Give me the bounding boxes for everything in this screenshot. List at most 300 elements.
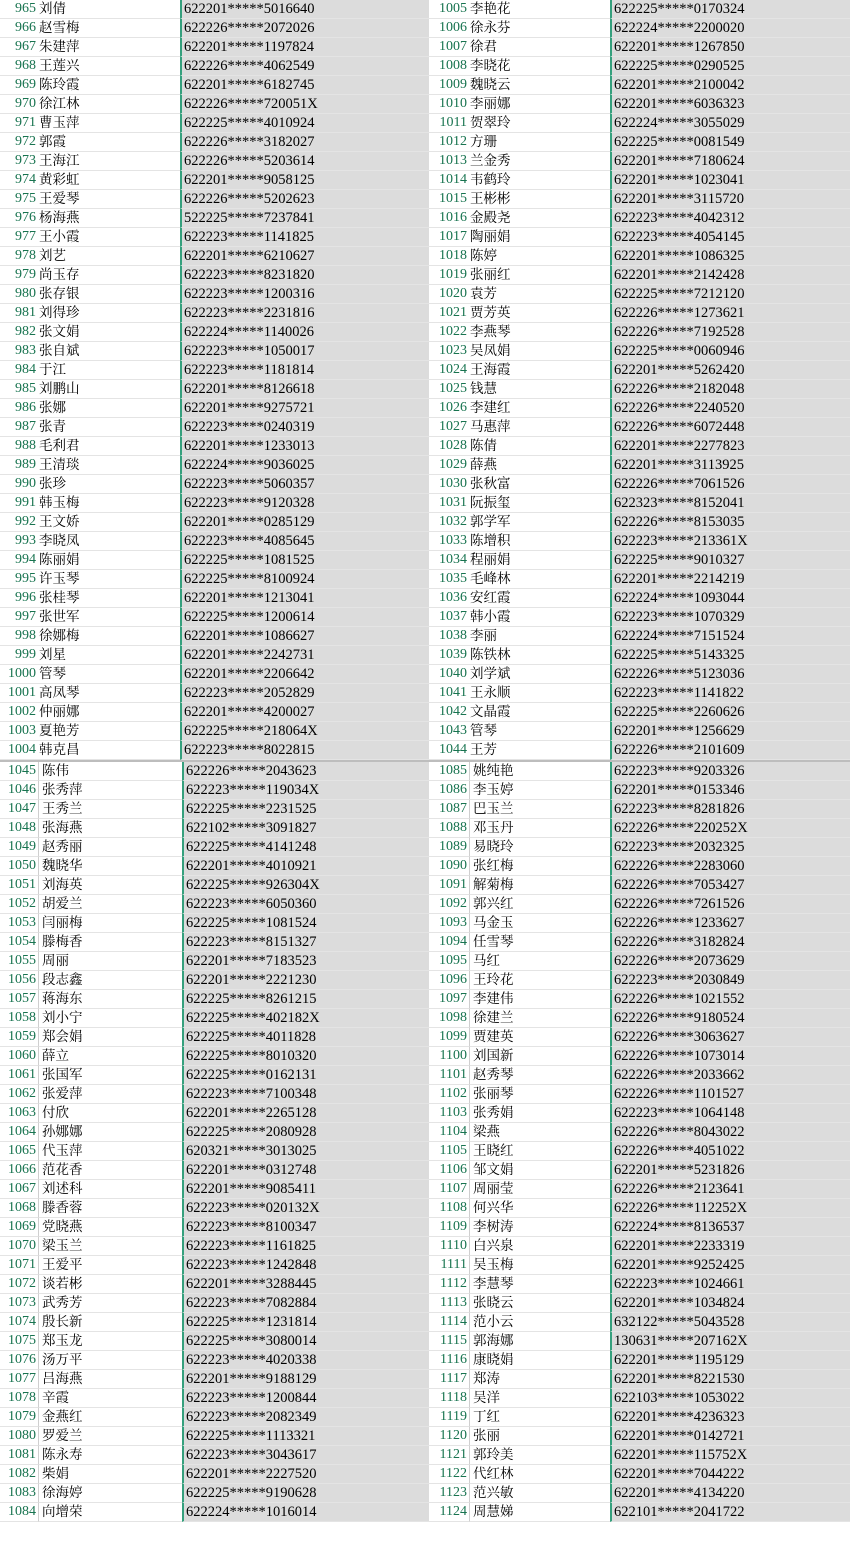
person-name-cell[interactable]: 仲丽娜 xyxy=(36,703,183,722)
person-name-cell[interactable]: 徐永芬 xyxy=(467,19,613,38)
row-number-cell[interactable]: 1107 xyxy=(427,1180,469,1199)
person-name-cell[interactable]: 巴玉兰 xyxy=(469,800,614,819)
person-name-cell[interactable]: 张丽红 xyxy=(467,266,613,285)
person-name-cell[interactable]: 夏艳芳 xyxy=(36,722,183,741)
person-name-cell[interactable]: 阮振玺 xyxy=(467,494,613,513)
id-number-cell[interactable]: 622201*****7180624 xyxy=(610,152,850,171)
id-number-cell[interactable]: 622225*****2080928 xyxy=(182,1123,429,1142)
person-name-cell[interactable]: 刘小宁 xyxy=(38,1009,186,1028)
person-name-cell[interactable]: 方珊 xyxy=(467,133,613,152)
person-name-cell[interactable]: 陈玲霞 xyxy=(36,76,183,95)
row-number-cell[interactable]: 1059 xyxy=(0,1028,38,1047)
person-name-cell[interactable]: 刘学斌 xyxy=(467,665,613,684)
id-number-cell[interactable]: 620321*****3013025 xyxy=(182,1142,429,1161)
person-name-cell[interactable]: 李晓花 xyxy=(467,57,613,76)
row-number-cell[interactable]: 969 xyxy=(0,76,38,95)
id-number-cell[interactable]: 622225*****4141248 xyxy=(182,838,429,857)
person-name-cell[interactable]: 张存银 xyxy=(36,285,183,304)
person-name-cell[interactable]: 张秀娟 xyxy=(469,1104,614,1123)
row-number-cell[interactable]: 996 xyxy=(0,589,38,608)
id-number-cell[interactable]: 622225*****8010320 xyxy=(182,1047,429,1066)
person-name-cell[interactable]: 张丽琴 xyxy=(469,1085,614,1104)
row-number-cell[interactable]: 1044 xyxy=(427,741,469,760)
person-name-cell[interactable]: 范花香 xyxy=(38,1161,186,1180)
row-number-cell[interactable]: 1025 xyxy=(427,380,469,399)
person-name-cell[interactable]: 金殿尧 xyxy=(467,209,613,228)
row-number-cell[interactable]: 1089 xyxy=(427,838,469,857)
person-name-cell[interactable]: 代红林 xyxy=(469,1465,614,1484)
person-name-cell[interactable]: 陈永寿 xyxy=(38,1446,186,1465)
person-name-cell[interactable]: 赵秀琴 xyxy=(469,1066,614,1085)
person-name-cell[interactable]: 高凤琴 xyxy=(36,684,183,703)
row-number-cell[interactable]: 1077 xyxy=(0,1370,38,1389)
person-name-cell[interactable]: 刘星 xyxy=(36,646,183,665)
row-number-cell[interactable]: 1042 xyxy=(427,703,469,722)
id-number-cell[interactable]: 622223*****7100348 xyxy=(182,1085,429,1104)
person-name-cell[interactable]: 李慧琴 xyxy=(469,1275,614,1294)
person-name-cell[interactable]: 罗爱兰 xyxy=(38,1427,186,1446)
id-number-cell[interactable]: 622223*****4085645 xyxy=(180,532,429,551)
person-name-cell[interactable]: 郭海娜 xyxy=(469,1332,614,1351)
id-number-cell[interactable]: 130631*****207162X xyxy=(610,1332,850,1351)
person-name-cell[interactable]: 赵秀丽 xyxy=(38,838,186,857)
id-number-cell[interactable]: 622225*****0081549 xyxy=(610,133,850,152)
person-name-cell[interactable]: 武秀芳 xyxy=(38,1294,186,1313)
row-number-cell[interactable]: 1041 xyxy=(427,684,469,703)
id-number-cell[interactable]: 622201*****0142721 xyxy=(610,1427,850,1446)
id-number-cell[interactable]: 622223*****1141825 xyxy=(180,228,429,247)
person-name-cell[interactable]: 曹玉萍 xyxy=(36,114,183,133)
id-number-cell[interactable]: 622223*****4042312 xyxy=(610,209,850,228)
id-number-cell[interactable]: 622224*****3055029 xyxy=(610,114,850,133)
id-number-cell[interactable]: 622201*****8221530 xyxy=(610,1370,850,1389)
row-number-cell[interactable]: 1084 xyxy=(0,1503,38,1522)
id-number-cell[interactable]: 622223*****4054145 xyxy=(610,228,850,247)
row-number-cell[interactable]: 1124 xyxy=(427,1503,469,1522)
person-name-cell[interactable]: 白兴泉 xyxy=(469,1237,614,1256)
row-number-cell[interactable]: 1108 xyxy=(427,1199,469,1218)
id-number-cell[interactable]: 622223*****3043617 xyxy=(182,1446,429,1465)
row-number-cell[interactable]: 1045 xyxy=(0,762,38,781)
row-number-cell[interactable]: 1026 xyxy=(427,399,469,418)
person-name-cell[interactable]: 王小霞 xyxy=(36,228,183,247)
person-name-cell[interactable]: 姚纯艳 xyxy=(469,762,614,781)
id-number-cell[interactable]: 622223*****1181814 xyxy=(180,361,429,380)
id-number-cell[interactable]: 622226*****1101527 xyxy=(610,1085,850,1104)
id-number-cell[interactable]: 622226*****1273621 xyxy=(610,304,850,323)
person-name-cell[interactable]: 张秋富 xyxy=(467,475,613,494)
row-number-cell[interactable]: 1050 xyxy=(0,857,38,876)
id-number-cell[interactable]: 622223*****5060357 xyxy=(180,475,429,494)
id-number-cell[interactable]: 622201*****1267850 xyxy=(610,38,850,57)
row-number-cell[interactable]: 998 xyxy=(0,627,38,646)
person-name-cell[interactable]: 郭玲美 xyxy=(469,1446,614,1465)
id-number-cell[interactable]: 622223*****2082349 xyxy=(182,1408,429,1427)
id-number-cell[interactable]: 622226*****2033662 xyxy=(610,1066,850,1085)
row-number-cell[interactable]: 988 xyxy=(0,437,38,456)
person-name-cell[interactable]: 陈伟 xyxy=(38,762,186,781)
person-name-cell[interactable]: 李树涛 xyxy=(469,1218,614,1237)
id-number-cell[interactable]: 622201*****6036323 xyxy=(610,95,850,114)
id-number-cell[interactable]: 622226*****2283060 xyxy=(610,857,850,876)
person-name-cell[interactable]: 张珍 xyxy=(36,475,183,494)
id-number-cell[interactable]: 622223*****2030849 xyxy=(610,971,850,990)
person-name-cell[interactable]: 魏晓华 xyxy=(38,857,186,876)
row-number-cell[interactable]: 1083 xyxy=(0,1484,38,1503)
id-number-cell[interactable]: 622223*****1200844 xyxy=(182,1389,429,1408)
id-number-cell[interactable]: 622223*****8100347 xyxy=(182,1218,429,1237)
id-number-cell[interactable]: 622226*****112252X xyxy=(610,1199,850,1218)
person-name-cell[interactable]: 张秀萍 xyxy=(38,781,186,800)
id-number-cell[interactable]: 622226*****2123641 xyxy=(610,1180,850,1199)
row-number-cell[interactable]: 1004 xyxy=(0,741,38,760)
row-number-cell[interactable]: 1030 xyxy=(427,475,469,494)
id-number-cell[interactable]: 622226*****2101609 xyxy=(610,741,850,760)
person-name-cell[interactable]: 尚玉存 xyxy=(36,266,183,285)
id-number-cell[interactable]: 622223*****1242848 xyxy=(182,1256,429,1275)
id-number-cell[interactable]: 622225*****1081525 xyxy=(180,551,429,570)
id-number-cell[interactable]: 622226*****5123036 xyxy=(610,665,850,684)
row-number-cell[interactable]: 1064 xyxy=(0,1123,38,1142)
row-number-cell[interactable]: 1099 xyxy=(427,1028,469,1047)
row-number-cell[interactable]: 1027 xyxy=(427,418,469,437)
id-number-cell[interactable]: 622223*****7082884 xyxy=(182,1294,429,1313)
person-name-cell[interactable]: 王秀兰 xyxy=(38,800,186,819)
id-number-cell[interactable]: 622223*****0240319 xyxy=(180,418,429,437)
person-name-cell[interactable]: 韩小霞 xyxy=(467,608,613,627)
row-number-cell[interactable]: 1001 xyxy=(0,684,38,703)
person-name-cell[interactable]: 范兴敏 xyxy=(469,1484,614,1503)
row-number-cell[interactable]: 1003 xyxy=(0,722,38,741)
row-number-cell[interactable]: 1058 xyxy=(0,1009,38,1028)
person-name-cell[interactable]: 汤万平 xyxy=(38,1351,186,1370)
row-number-cell[interactable]: 1079 xyxy=(0,1408,38,1427)
row-number-cell[interactable]: 1019 xyxy=(427,266,469,285)
id-number-cell[interactable]: 622226*****6072448 xyxy=(610,418,850,437)
person-name-cell[interactable]: 贺翠玲 xyxy=(467,114,613,133)
row-number-cell[interactable]: 1071 xyxy=(0,1256,38,1275)
row-number-cell[interactable]: 1033 xyxy=(427,532,469,551)
person-name-cell[interactable]: 刘得珍 xyxy=(36,304,183,323)
person-name-cell[interactable]: 刘国新 xyxy=(469,1047,614,1066)
row-number-cell[interactable]: 977 xyxy=(0,228,38,247)
person-name-cell[interactable]: 李丽 xyxy=(467,627,613,646)
person-name-cell[interactable]: 陈增积 xyxy=(467,532,613,551)
row-number-cell[interactable]: 993 xyxy=(0,532,38,551)
id-number-cell[interactable]: 622201*****2242731 xyxy=(180,646,429,665)
row-number-cell[interactable]: 1055 xyxy=(0,952,38,971)
row-number-cell[interactable]: 1076 xyxy=(0,1351,38,1370)
row-number-cell[interactable]: 1112 xyxy=(427,1275,469,1294)
row-number-cell[interactable]: 1014 xyxy=(427,171,469,190)
id-number-cell[interactable]: 622223*****020132X xyxy=(182,1199,429,1218)
person-name-cell[interactable]: 王海霞 xyxy=(467,361,613,380)
row-number-cell[interactable]: 1100 xyxy=(427,1047,469,1066)
person-name-cell[interactable]: 周慧娣 xyxy=(469,1503,614,1522)
row-number-cell[interactable]: 1102 xyxy=(427,1085,469,1104)
row-number-cell[interactable]: 1039 xyxy=(427,646,469,665)
person-name-cell[interactable]: 张自斌 xyxy=(36,342,183,361)
row-number-cell[interactable]: 985 xyxy=(0,380,38,399)
person-name-cell[interactable]: 付欣 xyxy=(38,1104,186,1123)
row-number-cell[interactable]: 1078 xyxy=(0,1389,38,1408)
row-number-cell[interactable]: 1122 xyxy=(427,1465,469,1484)
row-number-cell[interactable]: 1057 xyxy=(0,990,38,1009)
row-number-cell[interactable]: 1016 xyxy=(427,209,469,228)
id-number-cell[interactable]: 622225*****1231814 xyxy=(182,1313,429,1332)
row-number-cell[interactable]: 987 xyxy=(0,418,38,437)
row-number-cell[interactable]: 1048 xyxy=(0,819,38,838)
row-number-cell[interactable]: 1106 xyxy=(427,1161,469,1180)
id-number-cell[interactable]: 622201*****1256629 xyxy=(610,722,850,741)
row-number-cell[interactable]: 1094 xyxy=(427,933,469,952)
person-name-cell[interactable]: 柴娟 xyxy=(38,1465,186,1484)
row-number-cell[interactable]: 1068 xyxy=(0,1199,38,1218)
row-number-cell[interactable]: 1061 xyxy=(0,1066,38,1085)
row-number-cell[interactable]: 1097 xyxy=(427,990,469,1009)
id-number-cell[interactable]: 622223*****2052829 xyxy=(180,684,429,703)
person-name-cell[interactable]: 滕梅香 xyxy=(38,933,186,952)
row-number-cell[interactable]: 983 xyxy=(0,342,38,361)
id-number-cell[interactable]: 622225*****4010924 xyxy=(180,114,429,133)
row-number-cell[interactable]: 1034 xyxy=(427,551,469,570)
id-number-cell[interactable]: 622223*****1161825 xyxy=(182,1237,429,1256)
person-name-cell[interactable]: 任雪琴 xyxy=(469,933,614,952)
person-name-cell[interactable]: 张红梅 xyxy=(469,857,614,876)
row-number-cell[interactable]: 1117 xyxy=(427,1370,469,1389)
person-name-cell[interactable]: 刘艺 xyxy=(36,247,183,266)
person-name-cell[interactable]: 邓玉丹 xyxy=(469,819,614,838)
person-name-cell[interactable]: 李艳花 xyxy=(467,0,613,19)
id-number-cell[interactable]: 522225*****7237841 xyxy=(180,209,429,228)
id-number-cell[interactable]: 622201*****2142428 xyxy=(610,266,850,285)
row-number-cell[interactable]: 980 xyxy=(0,285,38,304)
person-name-cell[interactable]: 兰金秀 xyxy=(467,152,613,171)
id-number-cell[interactable]: 622226*****5203614 xyxy=(180,152,429,171)
id-number-cell[interactable]: 622103*****1053022 xyxy=(610,1389,850,1408)
id-number-cell[interactable]: 622201*****1233013 xyxy=(180,437,429,456)
row-number-cell[interactable]: 1070 xyxy=(0,1237,38,1256)
person-name-cell[interactable]: 管琴 xyxy=(467,722,613,741)
row-number-cell[interactable]: 1007 xyxy=(427,38,469,57)
row-number-cell[interactable]: 1051 xyxy=(0,876,38,895)
id-number-cell[interactable]: 622201*****4010921 xyxy=(182,857,429,876)
row-number-cell[interactable]: 1032 xyxy=(427,513,469,532)
id-number-cell[interactable]: 622201*****5016640 xyxy=(180,0,429,19)
person-name-cell[interactable]: 陈丽娟 xyxy=(36,551,183,570)
row-number-cell[interactable]: 1075 xyxy=(0,1332,38,1351)
id-number-cell[interactable]: 622225*****0290525 xyxy=(610,57,850,76)
row-number-cell[interactable]: 1028 xyxy=(427,437,469,456)
row-number-cell[interactable]: 972 xyxy=(0,133,38,152)
id-number-cell[interactable]: 622225*****8261215 xyxy=(182,990,429,1009)
person-name-cell[interactable]: 李燕琴 xyxy=(467,323,613,342)
row-number-cell[interactable]: 1036 xyxy=(427,589,469,608)
row-number-cell[interactable]: 1114 xyxy=(427,1313,469,1332)
id-number-cell[interactable]: 622201*****2100042 xyxy=(610,76,850,95)
person-name-cell[interactable]: 王爱平 xyxy=(38,1256,186,1275)
id-number-cell[interactable]: 622223*****9120328 xyxy=(180,494,429,513)
row-number-cell[interactable]: 1093 xyxy=(427,914,469,933)
person-name-cell[interactable]: 周丽 xyxy=(38,952,186,971)
person-name-cell[interactable]: 徐海婷 xyxy=(38,1484,186,1503)
person-name-cell[interactable]: 代玉萍 xyxy=(38,1142,186,1161)
id-number-cell[interactable]: 622201*****3115720 xyxy=(610,190,850,209)
person-name-cell[interactable]: 何兴华 xyxy=(469,1199,614,1218)
person-name-cell[interactable]: 党晓燕 xyxy=(38,1218,186,1237)
person-name-cell[interactable]: 王玲花 xyxy=(469,971,614,990)
row-number-cell[interactable]: 1056 xyxy=(0,971,38,990)
person-name-cell[interactable]: 李建伟 xyxy=(469,990,614,1009)
id-number-cell[interactable]: 622201*****1023041 xyxy=(610,171,850,190)
id-number-cell[interactable]: 622101*****2041722 xyxy=(610,1503,850,1522)
row-number-cell[interactable]: 1104 xyxy=(427,1123,469,1142)
person-name-cell[interactable]: 王晓红 xyxy=(469,1142,614,1161)
id-number-cell[interactable]: 622102*****3091827 xyxy=(182,819,429,838)
row-number-cell[interactable]: 971 xyxy=(0,114,38,133)
row-number-cell[interactable]: 1088 xyxy=(427,819,469,838)
row-number-cell[interactable]: 995 xyxy=(0,570,38,589)
row-number-cell[interactable]: 1008 xyxy=(427,57,469,76)
row-number-cell[interactable]: 1018 xyxy=(427,247,469,266)
id-number-cell[interactable]: 622225*****218064X xyxy=(180,722,429,741)
row-number-cell[interactable]: 970 xyxy=(0,95,38,114)
person-name-cell[interactable]: 吕海燕 xyxy=(38,1370,186,1389)
person-name-cell[interactable]: 徐娜梅 xyxy=(36,627,183,646)
id-number-cell[interactable]: 622201*****1034824 xyxy=(610,1294,850,1313)
person-name-cell[interactable]: 马金玉 xyxy=(469,914,614,933)
row-number-cell[interactable]: 975 xyxy=(0,190,38,209)
row-number-cell[interactable]: 974 xyxy=(0,171,38,190)
id-number-cell[interactable]: 622223*****1050017 xyxy=(180,342,429,361)
person-name-cell[interactable]: 周丽莹 xyxy=(469,1180,614,1199)
row-number-cell[interactable]: 999 xyxy=(0,646,38,665)
row-number-cell[interactable]: 1109 xyxy=(427,1218,469,1237)
id-number-cell[interactable]: 622226*****1233627 xyxy=(610,914,850,933)
id-number-cell[interactable]: 622226*****9180524 xyxy=(610,1009,850,1028)
row-number-cell[interactable]: 1020 xyxy=(427,285,469,304)
person-name-cell[interactable]: 张国军 xyxy=(38,1066,186,1085)
id-number-cell[interactable]: 622201*****2214219 xyxy=(610,570,850,589)
id-number-cell[interactable]: 632122*****5043528 xyxy=(610,1313,850,1332)
person-name-cell[interactable]: 康晓娟 xyxy=(469,1351,614,1370)
person-name-cell[interactable]: 朱建萍 xyxy=(36,38,183,57)
row-number-cell[interactable]: 1002 xyxy=(0,703,38,722)
id-number-cell[interactable]: 622201*****4200027 xyxy=(180,703,429,722)
id-number-cell[interactable]: 622226*****220252X xyxy=(610,819,850,838)
id-number-cell[interactable]: 622201*****2206642 xyxy=(180,665,429,684)
row-number-cell[interactable]: 1116 xyxy=(427,1351,469,1370)
row-number-cell[interactable]: 1081 xyxy=(0,1446,38,1465)
row-number-cell[interactable]: 967 xyxy=(0,38,38,57)
id-number-cell[interactable]: 622226*****8153035 xyxy=(610,513,850,532)
row-number-cell[interactable]: 1082 xyxy=(0,1465,38,1484)
person-name-cell[interactable]: 李丽娜 xyxy=(467,95,613,114)
id-number-cell[interactable]: 622223*****8022815 xyxy=(180,741,429,760)
id-number-cell[interactable]: 622223*****1024661 xyxy=(610,1275,850,1294)
id-number-cell[interactable]: 622226*****2240520 xyxy=(610,399,850,418)
person-name-cell[interactable]: 刘倩 xyxy=(36,0,183,19)
person-name-cell[interactable]: 马惠萍 xyxy=(467,418,613,437)
row-number-cell[interactable]: 990 xyxy=(0,475,38,494)
person-name-cell[interactable]: 徐君 xyxy=(467,38,613,57)
person-name-cell[interactable]: 张丽 xyxy=(469,1427,614,1446)
id-number-cell[interactable]: 622201*****9275721 xyxy=(180,399,429,418)
id-number-cell[interactable]: 622223*****2032325 xyxy=(610,838,850,857)
row-number-cell[interactable]: 1110 xyxy=(427,1237,469,1256)
id-number-cell[interactable]: 622201*****1086627 xyxy=(180,627,429,646)
person-name-cell[interactable]: 郭兴红 xyxy=(469,895,614,914)
id-number-cell[interactable]: 622225*****402182X xyxy=(182,1009,429,1028)
row-number-cell[interactable]: 968 xyxy=(0,57,38,76)
row-number-cell[interactable]: 1121 xyxy=(427,1446,469,1465)
row-number-cell[interactable]: 1010 xyxy=(427,95,469,114)
person-name-cell[interactable]: 王莲兴 xyxy=(36,57,183,76)
person-name-cell[interactable]: 邹文娟 xyxy=(469,1161,614,1180)
row-number-cell[interactable]: 989 xyxy=(0,456,38,475)
id-number-cell[interactable]: 622201*****0312748 xyxy=(182,1161,429,1180)
person-name-cell[interactable]: 王清琰 xyxy=(36,456,183,475)
row-number-cell[interactable]: 966 xyxy=(0,19,38,38)
row-number-cell[interactable]: 1091 xyxy=(427,876,469,895)
person-name-cell[interactable]: 张娜 xyxy=(36,399,183,418)
row-number-cell[interactable]: 1069 xyxy=(0,1218,38,1237)
person-name-cell[interactable]: 王海江 xyxy=(36,152,183,171)
id-number-cell[interactable]: 622201*****8126618 xyxy=(180,380,429,399)
id-number-cell[interactable]: 622225*****5143325 xyxy=(610,646,850,665)
row-number-cell[interactable]: 1035 xyxy=(427,570,469,589)
id-number-cell[interactable]: 622226*****3182824 xyxy=(610,933,850,952)
person-name-cell[interactable]: 郑会娟 xyxy=(38,1028,186,1047)
id-number-cell[interactable]: 622226*****2182048 xyxy=(610,380,850,399)
row-number-cell[interactable]: 1043 xyxy=(427,722,469,741)
row-number-cell[interactable]: 1087 xyxy=(427,800,469,819)
person-name-cell[interactable]: 马红 xyxy=(469,952,614,971)
row-number-cell[interactable]: 1073 xyxy=(0,1294,38,1313)
person-name-cell[interactable]: 安红霞 xyxy=(467,589,613,608)
person-name-cell[interactable]: 钱慧 xyxy=(467,380,613,399)
id-number-cell[interactable]: 622201*****9252425 xyxy=(610,1256,850,1275)
id-number-cell[interactable]: 622225*****0162131 xyxy=(182,1066,429,1085)
id-number-cell[interactable]: 622201*****7183523 xyxy=(182,952,429,971)
id-number-cell[interactable]: 622323*****8152041 xyxy=(610,494,850,513)
id-number-cell[interactable]: 622201*****9085411 xyxy=(182,1180,429,1199)
id-number-cell[interactable]: 622226*****2043623 xyxy=(182,762,429,781)
person-name-cell[interactable]: 张世军 xyxy=(36,608,183,627)
row-number-cell[interactable]: 1113 xyxy=(427,1294,469,1313)
id-number-cell[interactable]: 622223*****6050360 xyxy=(182,895,429,914)
id-number-cell[interactable]: 622223*****8281826 xyxy=(610,800,850,819)
person-name-cell[interactable]: 韩玉梅 xyxy=(36,494,183,513)
row-number-cell[interactable]: 1074 xyxy=(0,1313,38,1332)
id-number-cell[interactable]: 622226*****7192528 xyxy=(610,323,850,342)
id-number-cell[interactable]: 622225*****8100924 xyxy=(180,570,429,589)
row-number-cell[interactable]: 1029 xyxy=(427,456,469,475)
person-name-cell[interactable]: 张海燕 xyxy=(38,819,186,838)
id-number-cell[interactable]: 622224*****2200020 xyxy=(610,19,850,38)
row-number-cell[interactable]: 1031 xyxy=(427,494,469,513)
person-name-cell[interactable]: 杨海燕 xyxy=(36,209,183,228)
id-number-cell[interactable]: 622225*****9010327 xyxy=(610,551,850,570)
id-number-cell[interactable]: 622201*****1197824 xyxy=(180,38,429,57)
row-number-cell[interactable]: 1005 xyxy=(427,0,469,19)
person-name-cell[interactable]: 许玉琴 xyxy=(36,570,183,589)
row-number-cell[interactable]: 1103 xyxy=(427,1104,469,1123)
id-number-cell[interactable]: 622226*****7261526 xyxy=(610,895,850,914)
person-name-cell[interactable]: 张文娟 xyxy=(36,323,183,342)
person-name-cell[interactable]: 梁燕 xyxy=(469,1123,614,1142)
row-number-cell[interactable]: 1000 xyxy=(0,665,38,684)
